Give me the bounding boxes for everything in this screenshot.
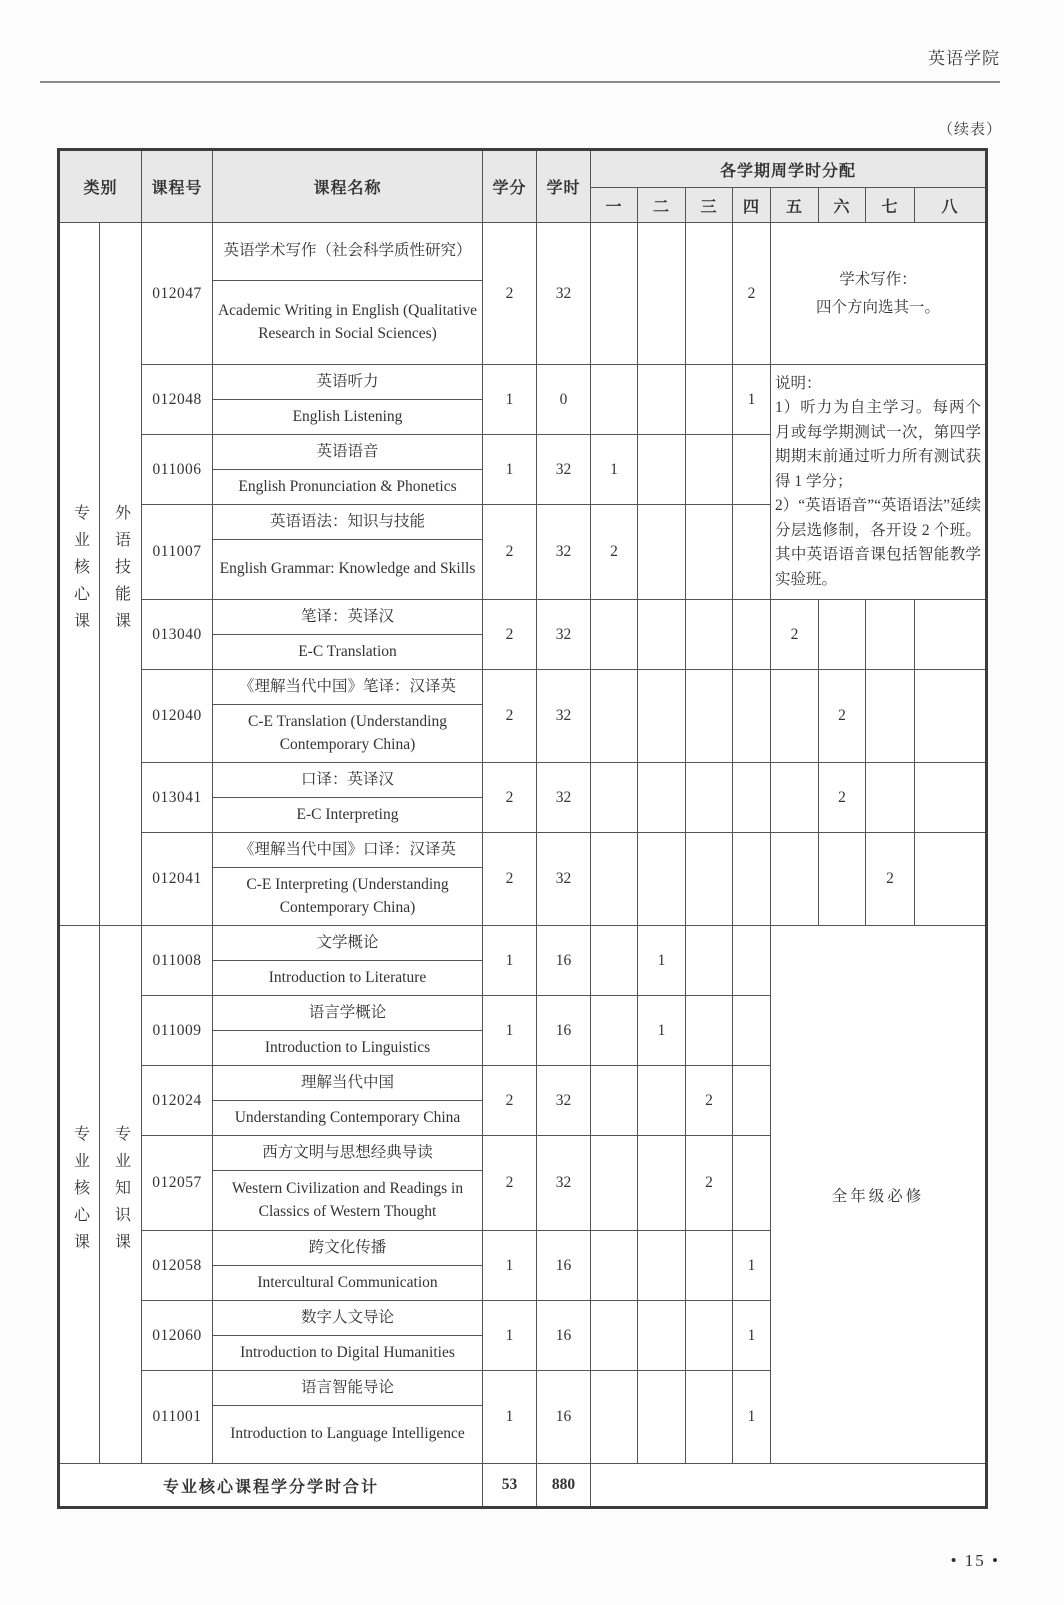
credits-cell: 2: [483, 1136, 537, 1231]
course-name-en: Introduction to Literature: [213, 961, 483, 996]
semester-cell: [591, 996, 638, 1066]
total-label: 专业核心课程学分学时合计: [59, 1464, 483, 1508]
course-name-zh: 理解当代中国: [213, 1066, 483, 1101]
course-code: 011007: [142, 505, 213, 600]
course-row: [59, 763, 987, 798]
semester-cell: [686, 1371, 733, 1464]
course-code: 013040: [142, 600, 213, 670]
category-knowledge: [100, 926, 142, 1464]
course-code: 012058: [142, 1231, 213, 1301]
course-row: [59, 926, 987, 961]
semester-cell: [686, 926, 733, 996]
course-name-en: English Grammar: Knowledge and Skills: [213, 540, 483, 600]
credits-cell: 1: [483, 1371, 537, 1464]
hours-cell: 16: [537, 926, 591, 996]
semester-cell: [686, 996, 733, 1066]
hours-cell: 32: [537, 505, 591, 600]
semester-cell: [638, 365, 686, 435]
hours-cell: 32: [537, 600, 591, 670]
semester-cell: [733, 670, 771, 763]
semester-cell: [591, 833, 638, 926]
credits-cell: 2: [483, 670, 537, 763]
semester-cell: [591, 1136, 638, 1231]
semester-cell: [915, 833, 987, 926]
header-semester-2: 二: [638, 188, 686, 223]
note-all-grades: 全年级必修: [771, 926, 987, 1464]
hours-cell: 32: [537, 763, 591, 833]
semester-cell: [591, 365, 638, 435]
semester-cell: [686, 600, 733, 670]
course-name-zh: 数字人文导论: [213, 1301, 483, 1336]
semester-cell: [638, 1231, 686, 1301]
semester-cell: [686, 1231, 733, 1301]
credits-cell: 1: [483, 996, 537, 1066]
total-credits: 53: [483, 1464, 537, 1508]
semester-cell: [686, 1301, 733, 1371]
semester-cell: [686, 833, 733, 926]
header-semester-8: 八: [915, 188, 987, 223]
course-row: [59, 365, 987, 400]
header-semester-group: 各学期周学时分配: [591, 150, 987, 188]
semester-cell: [638, 600, 686, 670]
credits-cell: 2: [483, 600, 537, 670]
header-category: 类别: [59, 150, 142, 223]
note-explanation-item2: 2）“英语语音”“英语语法”延续分层选修制，各开设 2 个班。其中英语语音课包括智能教学实验班。: [775, 497, 981, 588]
note-academic-writing-line2: 四个方向选其一。: [815, 298, 940, 316]
note-academic-writing-line1: 学术写作：: [839, 271, 917, 289]
semester-cell: [733, 505, 771, 600]
hours-cell: 32: [537, 1066, 591, 1136]
header-semester-7: 七: [866, 188, 915, 223]
course-name-zh: 笔译：英译汉: [213, 600, 483, 635]
course-code: 011006: [142, 435, 213, 505]
hours-cell: 0: [537, 365, 591, 435]
semester-cell: [733, 1136, 771, 1231]
header-semester-3: 三: [686, 188, 733, 223]
course-name-en: Western Civilization and Readings in Classics of Western Thought: [213, 1171, 483, 1231]
course-row: [59, 223, 987, 281]
semester-cell: [866, 670, 915, 763]
credits-cell: 1: [483, 365, 537, 435]
course-code: 012048: [142, 365, 213, 435]
semester-cell: [733, 1066, 771, 1136]
header-course-name: 课程名称: [213, 150, 483, 223]
note-academic-writing: [771, 223, 987, 365]
college-name: 英语学院: [928, 49, 1000, 68]
semester-cell: [591, 600, 638, 670]
semester-cell: [915, 600, 987, 670]
course-name-en: English Pronunciation & Phonetics: [213, 470, 483, 505]
credits-cell: 1: [483, 1301, 537, 1371]
semester-cell: 2: [591, 505, 638, 600]
credits-cell: 1: [483, 435, 537, 505]
semester-cell: [686, 365, 733, 435]
category-core: [59, 926, 100, 1464]
course-name-zh: 文学概论: [213, 926, 483, 961]
header-semester-5: 五: [771, 188, 819, 223]
course-code: 012041: [142, 833, 213, 926]
semester-cell: [638, 223, 686, 365]
table-header-row-1: [59, 150, 987, 188]
hours-cell: 32: [537, 670, 591, 763]
course-row: [59, 670, 987, 705]
hours-cell: 16: [537, 1371, 591, 1464]
course-name-zh: 《理解当代中国》口译：汉译英: [213, 833, 483, 868]
note-explanation-title: 说明：: [775, 374, 822, 392]
semester-cell: [638, 1301, 686, 1371]
course-code: 011009: [142, 996, 213, 1066]
course-name-zh: 英语语法：知识与技能: [213, 505, 483, 540]
semester-cell: [771, 833, 819, 926]
course-name-en: E-C Translation: [213, 635, 483, 670]
category-core: [59, 223, 100, 926]
course-code: 012024: [142, 1066, 213, 1136]
semester-cell: [591, 1066, 638, 1136]
category-skills: [100, 223, 142, 926]
course-row: [59, 833, 987, 868]
header-semester-6: 六: [819, 188, 866, 223]
course-name-en: Academic Writing in English (Qualitative Research in Social Sciences): [213, 281, 483, 365]
hours-cell: 32: [537, 223, 591, 365]
credits-cell: 2: [483, 223, 537, 365]
semester-cell: [591, 1301, 638, 1371]
course-code: 012047: [142, 223, 213, 365]
course-code: 011008: [142, 926, 213, 996]
course-name-en: Introduction to Digital Humanities: [213, 1336, 483, 1371]
hours-cell: 16: [537, 996, 591, 1066]
category-core-label: 专业核心课: [71, 504, 89, 639]
semester-cell: [733, 833, 771, 926]
semester-cell: 2: [819, 670, 866, 763]
continued-table-label: （续表）: [937, 122, 1002, 138]
course-code: 013041: [142, 763, 213, 833]
curriculum-table: [57, 148, 988, 1509]
course-name-zh: 英语语音: [213, 435, 483, 470]
header-divider-rule: [40, 81, 1000, 83]
semester-cell: [733, 926, 771, 996]
course-code: 012060: [142, 1301, 213, 1371]
credits-cell: 1: [483, 926, 537, 996]
semester-cell: 2: [733, 223, 771, 365]
hours-cell: 16: [537, 1231, 591, 1301]
course-name-en: E-C Interpreting: [213, 798, 483, 833]
total-row: [59, 1464, 987, 1508]
course-name-zh: 跨文化传播: [213, 1231, 483, 1266]
semester-cell: [733, 763, 771, 833]
semester-cell: [591, 223, 638, 365]
semester-cell: [866, 600, 915, 670]
semester-cell: [819, 600, 866, 670]
category-core-label: 专业核心课: [71, 1124, 89, 1260]
semester-cell: 1: [638, 996, 686, 1066]
semester-cell: [686, 670, 733, 763]
semester-cell: 1: [733, 1301, 771, 1371]
semester-cell: [591, 670, 638, 763]
note-explanation: [771, 365, 987, 600]
semester-cell: 2: [686, 1066, 733, 1136]
course-name-zh: 《理解当代中国》笔译：汉译英: [213, 670, 483, 705]
semester-cell: [638, 435, 686, 505]
hours-cell: 32: [537, 435, 591, 505]
course-row: [59, 600, 987, 635]
credits-cell: 2: [483, 505, 537, 600]
course-name-zh: 西方文明与思想经典导读: [213, 1136, 483, 1171]
semester-cell: [819, 833, 866, 926]
semester-cell: [866, 763, 915, 833]
course-code: 012040: [142, 670, 213, 763]
credits-cell: 2: [483, 763, 537, 833]
credits-cell: 2: [483, 833, 537, 926]
semester-cell: [638, 1136, 686, 1231]
course-name-en: Introduction to Linguistics: [213, 1031, 483, 1066]
total-hours: 880: [537, 1464, 591, 1508]
semester-cell: [638, 505, 686, 600]
category-knowledge-label: 专业知识课: [112, 1124, 130, 1260]
semester-cell: 1: [733, 1371, 771, 1464]
semester-cell: 2: [686, 1136, 733, 1231]
semester-cell: [771, 670, 819, 763]
course-name-zh: 英语听力: [213, 365, 483, 400]
semester-cell: [686, 763, 733, 833]
semester-cell: [686, 505, 733, 600]
header-code: 课程号: [142, 150, 213, 223]
course-code: 012057: [142, 1136, 213, 1231]
course-code: 011001: [142, 1371, 213, 1464]
semester-cell: [591, 763, 638, 833]
semester-cell: [733, 996, 771, 1066]
header-semester-1: 一: [591, 188, 638, 223]
total-semester-empty-cell: [591, 1464, 987, 1508]
semester-cell: 1: [733, 365, 771, 435]
category-skills-label: 外语技能课: [112, 504, 130, 639]
credits-cell: 1: [483, 1231, 537, 1301]
semester-cell: [686, 435, 733, 505]
semester-cell: [915, 670, 987, 763]
note-explanation-item1: 1）听力为自主学习。每两个月或每学期测试一次，第四学期期末前通过听力所有测试获得 1 学分；: [775, 399, 981, 490]
course-name-zh: 英语学术写作（社会科学质性研究）: [213, 223, 483, 281]
semester-cell: 2: [771, 600, 819, 670]
course-name-en: English Listening: [213, 400, 483, 435]
semester-cell: [638, 1066, 686, 1136]
hours-cell: 16: [537, 1301, 591, 1371]
semester-cell: 1: [638, 926, 686, 996]
course-name-zh: 口译：英译汉: [213, 763, 483, 798]
semester-cell: [686, 223, 733, 365]
semester-cell: 2: [866, 833, 915, 926]
semester-cell: [733, 435, 771, 505]
course-name-en: Intercultural Communication: [213, 1266, 483, 1301]
semester-cell: 1: [733, 1231, 771, 1301]
semester-cell: [638, 833, 686, 926]
semester-cell: [591, 926, 638, 996]
semester-cell: [733, 600, 771, 670]
course-name-en: C-E Interpreting (Understanding Contemporary China): [213, 868, 483, 926]
semester-cell: [638, 1371, 686, 1464]
semester-cell: [771, 763, 819, 833]
course-name-en: Introduction to Language Intelligence: [213, 1406, 483, 1464]
course-name-en: C-E Translation (Understanding Contemporary China): [213, 705, 483, 763]
semester-cell: [915, 763, 987, 833]
semester-cell: 2: [819, 763, 866, 833]
header-semester-4: 四: [733, 188, 771, 223]
header-credits: 学分: [483, 150, 537, 223]
semester-cell: 1: [591, 435, 638, 505]
semester-cell: [638, 670, 686, 763]
credits-cell: 2: [483, 1066, 537, 1136]
page-number: • 15 •: [950, 1551, 1000, 1570]
course-name-zh: 语言智能导论: [213, 1371, 483, 1406]
semester-cell: [591, 1371, 638, 1464]
hours-cell: 32: [537, 833, 591, 926]
semester-cell: [638, 763, 686, 833]
course-name-en: Understanding Contemporary China: [213, 1101, 483, 1136]
semester-cell: [591, 1231, 638, 1301]
course-name-zh: 语言学概论: [213, 996, 483, 1031]
hours-cell: 32: [537, 1136, 591, 1231]
header-hours: 学时: [537, 150, 591, 223]
